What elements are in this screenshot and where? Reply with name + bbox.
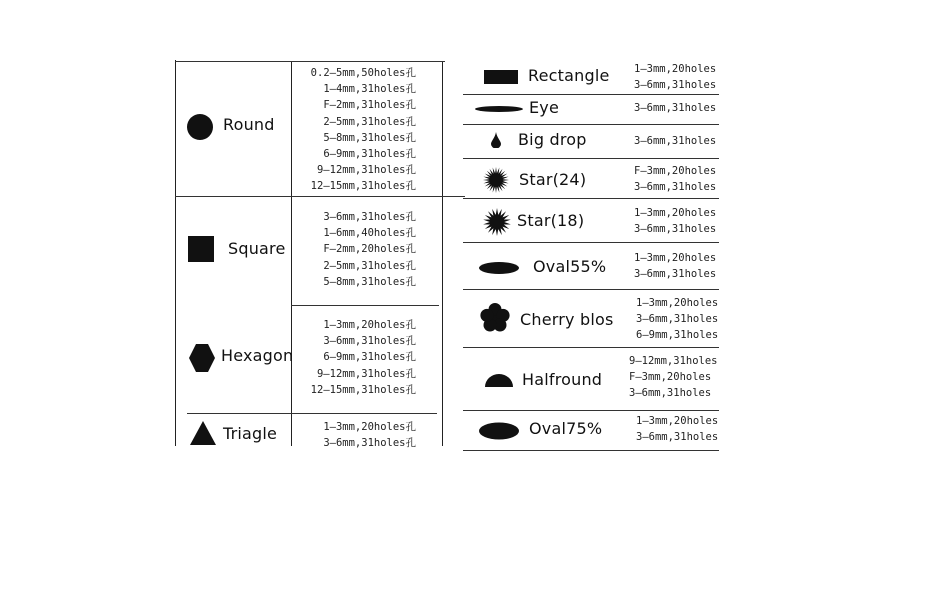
size-option: 1—3mm,20holes孔 [323, 421, 416, 433]
size-option: 6—9mm,31holes [636, 329, 719, 342]
size-option: 1—3mm,20holes孔 [323, 319, 416, 331]
left-shape-table [0, 0, 460, 460]
column-divider [291, 62, 292, 446]
row-divider [463, 410, 719, 411]
eye-icon [475, 105, 523, 113]
row-divider [463, 198, 719, 199]
size-option: 5—8mm,31holes孔 [323, 275, 416, 288]
size-option: F—2mm,20holes孔 [323, 243, 416, 256]
shape-name: Big drop [518, 130, 587, 149]
size-option: F—3mm,20holes [634, 165, 717, 177]
shape-name: Star(24) [519, 170, 587, 189]
row-divider [463, 242, 719, 243]
size-option: 12—15mm,31holes孔 [310, 383, 416, 396]
size-list [636, 295, 718, 344]
left-border [175, 60, 176, 446]
size-option: 2—5mm,31holes孔 [323, 259, 416, 272]
size-option: 9—12mm,31holes孔 [316, 367, 416, 380]
top-border [175, 61, 445, 62]
size-option: 5—8mm,31holes孔 [323, 131, 416, 144]
size-option: 9—12mm,31holes孔 [316, 164, 416, 177]
size-list [304, 317, 416, 398]
size-option: 2—5mm,31holes孔 [323, 115, 416, 128]
size-option: 0.2—5mm,50holes孔 [310, 67, 416, 79]
size-list [304, 65, 416, 195]
size-option: 3—6mm,31holes [634, 268, 717, 281]
star-18-icon [483, 208, 511, 236]
size-list [634, 250, 716, 282]
oval-75-icon [479, 422, 519, 440]
size-option: 3—6mm,31holes [634, 79, 717, 92]
right-shape-table [463, 60, 719, 452]
size-option: 3—6mm,31holes [629, 387, 712, 400]
size-option: 3—6mm,31holes [634, 223, 717, 236]
right-border [442, 62, 443, 446]
triangle-icon [190, 421, 216, 445]
size-option: 3—6mm,31holes [634, 135, 717, 147]
shape-name: Round [223, 115, 275, 134]
size-option: 6—9mm,31holes孔 [323, 351, 416, 364]
cherry-blossom-icon [480, 303, 510, 333]
size-option: F—2mm,31holes孔 [323, 99, 416, 112]
size-option: 1—3mm,20holes [634, 252, 717, 264]
size-list [304, 209, 416, 290]
shape-name: Hexagon [221, 346, 294, 365]
square-icon [188, 236, 214, 262]
size-list [634, 133, 716, 149]
row-divider [463, 94, 719, 95]
size-option: 3—6mm,31holes [634, 102, 717, 114]
row-divider [463, 124, 719, 125]
size-option: 1—3mm,20holes [636, 297, 719, 309]
size-option: 3—6mm,31holes [636, 431, 719, 444]
size-list [634, 163, 716, 195]
size-option: 3—6mm,31holes孔 [323, 335, 416, 348]
shape-name: Square [228, 239, 286, 258]
size-list [304, 419, 416, 451]
size-option: 12—15mm,31holes孔 [310, 180, 416, 193]
size-option: 3—6mm,31holes [636, 313, 719, 326]
shape-name: Cherry blos [520, 310, 614, 329]
halfround-icon [485, 373, 513, 387]
size-list [634, 61, 716, 93]
size-list [636, 413, 718, 445]
row-divider [187, 413, 437, 414]
shape-name: Halfround [522, 370, 603, 389]
size-option: 6—9mm,31holes孔 [323, 147, 416, 160]
size-option: 1—4mm,31holes孔 [323, 83, 416, 96]
size-option: F—3mm,20holes [629, 371, 712, 384]
shape-name: Oval75% [529, 419, 603, 438]
size-option: 3—6mm,31holes孔 [323, 211, 416, 223]
size-option: 9—12mm,31holes [629, 355, 718, 367]
size-list [629, 353, 718, 402]
size-option: 1—3mm,20holes [634, 63, 717, 75]
oval-55-icon [479, 261, 519, 275]
shape-name: Triagle [223, 424, 278, 443]
size-list [634, 100, 716, 116]
size-option: 3—6mm,31holes孔 [323, 437, 416, 450]
shape-name: Star(18) [517, 211, 585, 230]
size-option: 1—3mm,20holes [636, 415, 719, 427]
size-option: 1—6mm,40holes孔 [323, 227, 416, 240]
circle-icon [187, 114, 213, 140]
row-divider [463, 289, 719, 290]
size-option: 1—3mm,20holes [634, 207, 717, 219]
shape-name: Eye [529, 98, 560, 117]
row-divider [463, 158, 719, 159]
star-24-icon [483, 167, 509, 193]
shape-name: Rectangle [528, 66, 610, 85]
row-divider [463, 450, 719, 451]
drop-icon [491, 132, 501, 148]
row-divider [291, 305, 439, 306]
row-divider [175, 196, 465, 197]
size-list [634, 205, 716, 237]
rectangle-icon [484, 70, 518, 84]
hexagon-icon [189, 344, 215, 372]
shape-name: Oval55% [533, 257, 607, 276]
row-divider [463, 347, 719, 348]
size-option: 3—6mm,31holes [634, 181, 717, 194]
